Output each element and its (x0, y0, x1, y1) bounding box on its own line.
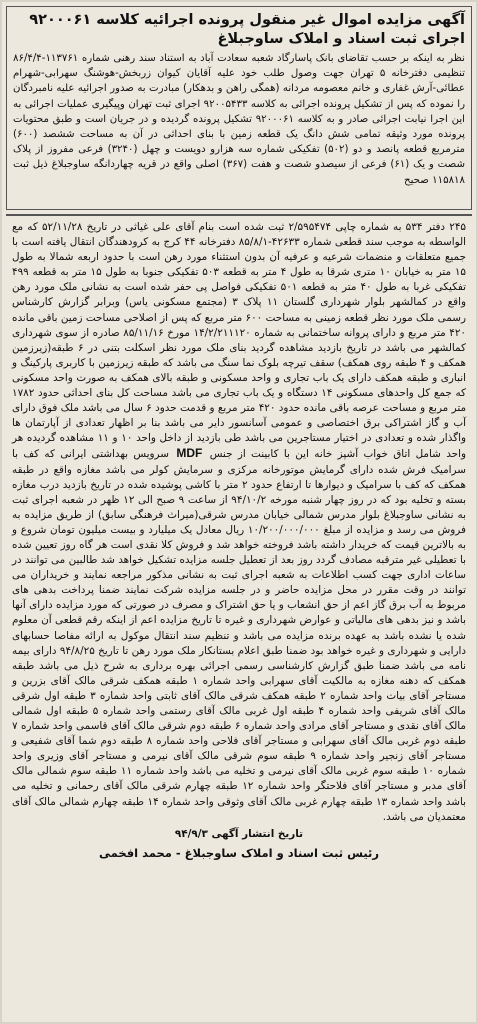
publish-date: تاریخ انتشار آگهی ۹۴/۹/۳ (174, 827, 304, 840)
notice-title: آگهی مزایده اموال غیر منقول پرونده اجرائیه کلاسه ۹۲۰۰۰۶۱ اجرای ثبت اسناد و املاک ساوجبلاغ (29, 12, 465, 47)
body-text-part-1: ۲۴۵ دفتر ۵۳۴ به شماره چاپی ۲/۵۹۵۴۷۴ ثبت شده است بنام آقای علی غیاثی در تاریخ ۵۲/۱۱/۲۸ که مع الواسطه به موجب سند قطعی شماره ۴۲۶۳۳-۸۵/۸/۱ دفترخانه ۴۴ کرج به کرودهندگان انتقال یافته است با جمیع متعلقات و منضمات شرعیه و عرفیه آن بدون استثناء مورد رهن است با حدود اربعه شمالا به طول ۱۵ متر به خیابان ۱۰ متری شرقا به طول ۴ متر به قطعه ۵۰۳ تفکیکی جنوبا به طول ۱۵ متر به قطعه ۴۹۹ تفکیکی غربا به طول ۴۰ متر به قطعه ۵۰۱ تفکیکی فواصل پی حفر شده است به نشانی ملک مورد رهن واقع در کمالشهر بلوار شهرداری گلستان ۱۱ پلاک ۳ (مجتمع مسکونی یاس) وبرابر گزارش کارشناس رسمی ملک مورد نظر قطعه زمینی به مساحت ۶۰۰ متر مربع که پس از اصلاحی مساحت زمین باقی مانده ۴۲۰ متر مربع و دارای پروانه ساختمانی به شماره ۱۴/۲/۲۱۱۱۲۰ مورخ ۸۵/۱۱/۱۶ صادره از سوی شهرداری کمالشهر می باشد در تاریخ بازدید مشاهده گردید بنای ملک مورد نظر اسکلت بتنی در ۶ طبقه(زیرزمین همکف و ۴ طبقه روی همکف) سقف تیرچه بلوک نما سنگ می باشد که طبقه زیرزمین با کاربری پارکینگ و انباری و طبقه همکف دارای یک باب تجاری و واحد مسکونی و طبقه بالای همکف به صورت واحد مسکونی که جمع کل واحدهای مسکونی ۱۴ دستگاه و یک باب تجاری می باشد مساحت کل بنای احداثی حدود ۱۷۸۲ متر مربع و مساحت عرصه باقی مانده حدود ۴۲۰ متر مربع و قدمت حدود ۶ سال می باشد ملک فوق دارای آب و گاز اشتراکی برق اختصاصی و عمومی آسانسور دایر می باشد بنا بر اظهار تعدادی از آپارتمان ها واگذار شده و تعدادی در اختیار مستاجرین می باشد طی بازدید از داخل واحد ۱۰ و ۱۱ مشاهده گردیده هر واحد شامل اتاق خواب آشپز خانه این با کابینت از جنس (12, 221, 467, 461)
section-divider (6, 214, 472, 216)
notice-header-block (6, 6, 472, 210)
notice-intro-paragraph: نظر به اینکه بر حسب تقاضای بانک پاسارگاد شعبه سعادت آباد به استناد سند رهنی شماره ۱۱۳۷۶۱-۸۶/۴/۴ تنظیمی دفترخانه ۵ تهران جهت وصول طلب خود علیه آقایان کیوان زربخش-هوشنگ سهرابی-شهرام عطائی-آرش غفاری و خانم معصومه مردانه (همگی راهن و بدهکار) مبادرت به صدور اجرائیه علیه نامبردگان را نموده که پس از تشکیل پرونده اجرائی به کلاسه ۹۲۰۰۵۴۳۳ اجرای ثبت تهران وپیگیری عملیات اجرائی به این اجرا نیابت اجرائی صادر و به کلاسه ۹۲۰۰۰۶۱ تشکیل پرونده گردیده و در جریان است و طبق محتویات پرونده مورد وثیقه تمامی شش دانگ یک قطعه زمین با بنای احداثی در آن به مساحت ششصد (۶۰۰) مترمربع قطعه پانصد و دو (۵۰۲) تفکیکی شماره سه هزارو دویست و چهل (۳۲۴۰) فرعی مفروز از پلاک شصت و یک (۶۱) فرعی از سیصدو شصت و هفت (۳۶۷) اصلی واقع در قریه چهاردانگه ساوجبلاغ ذیل ثبت ۱۱۵۸۱۸ صحیح (13, 53, 466, 186)
notice-body-paragraph (12, 220, 466, 825)
mdf-label: MDF (176, 446, 203, 461)
newspaper-clipping (2, 2, 476, 1022)
notice-body-block (6, 218, 472, 1018)
body-text-part-2: سرویس بهداشتی ایرانی که کف با سرامیک فرش شده دارای گرمایش موتورخانه مرکزی و سرمایش کولر می باشد مغازه واقع در طبقه همکف که کف با سرامیک و دیوارها تا ارتفاع حدود ۲ متر با کاشی پوشیده شده در تاریخ بازدید درب مغازه بسته و تخلیه بود که در روز چهار شنبه مورخه ۹۴/۱۰/۲ از ساعت ۹ صبح الی ۱۲ ظهر در شعبه اجرای ثبت به نشانی ساوجبلاغ بلوار مدرس شمالی خیابان مدرس شرقی(میراث فرهنگی سابق) از طریق مزایده به فروش می رسد و مزایده از مبلغ ۱۰/۲۰۰/۰۰۰/۰۰۰ ریال معادل یک میلیارد و بیست میلیون تومان شروع و به بالاترین قیمت که خریدار داشته باشد فروخته خواهد شد و فروش کلا نقدی است هر گاه روز تعیین شده با تعطیلی غیر مترقبه مصادف گردد روز بعد از تعطیل جلسه مزایده تشکیل خواهد شد طالبین می توانند در ساعات اداری جهت کسب اطلاعات به شعبه اجرای ثبت به نشانی مذکور مراجعه نمایند و خریداران می توانند در وقت مقرر در محل مزایده حاضر و در جلسه مزایده شرکت نمایند ضمنا پرداخت بدهی های مربوط به آب برق گاز اعم از حق انشعاب و یا حق اشتراک و مصرف در صورتی که مورد مزایده دارای آنها باشد و نیز بدهی های مالیاتی و عوارض شهرداری و غیره تا تاریخ مزایده اعم از اینکه رقم قطعی آن معلوم شده یا نشده باشد به عهده برنده مزایده می باشد و تنظیم سند انتقال موکول به ارائه مفاصا حسابهای دارایی و شهرداری و غیره خواهد بود ضمنا طبق اعلام بستانکار ملک مورد رهن تا تاریخ ۹۴/۸/۲۵ دارای بیمه نامه می باشد ضمنا طبق گزارش کارشناسی رسمی اجرائی بهره برداری به شرح ذیل می باشد طبقه همکف که دهنه مغازه به مالکیت آقای سهرابی واحد شماره ۱ طبقه همکف شرقی مالک آقای بزرین و مستاجر آقای بیات واحد شماره ۲ طبقه همکف شرقی مالک آقای ثابتی واحد شماره ۳ طبقه اول شرقی مالک آقای شریفی واحد شماره ۴ طبقه اول غربی مالک آقای رستمی واحد شماره ۵ طبقه اول شمالی مالک آقای نقدی و مستاجر آقای مرادی واحد شماره ۶ طبقه دوم شرقی مالک آقای قاسمی واحد شماره ۷ طبقه دوم غربی مالک آقای سهرابی و مستاجر آقای فلاحی واحد شماره ۸ طبقه دوم شما آقای شفیعی و مستاجر آقای زنجیر واحد شماره ۹ طبقه سوم شرقی مالک آقای نیرمی و مستاجر آقای وزیری واحد شماره ۱۰ طبقه سوم غربی مالک آقای نیرمی و تخلیه می باشد واحد شماره ۱۱ طبقه سوم شمالی مالک آقای مدبر و مستاجر آقای فلاحتگر واحد شماره ۱۲ طبقه چهارم شرقی مالک آقای رحمانی و تخلیه می باشد واحد شماره ۱۳ طبقه چهارم غربی مالک آقای وثوقی واحد شماره ۱۴ طبقه چهارم شمالی مالک آقای معتمدیان می باشد. (12, 448, 467, 823)
signature-line: رئیس ثبت اسناد و املاک ساوجبلاغ - محمد افخمی (99, 845, 379, 860)
